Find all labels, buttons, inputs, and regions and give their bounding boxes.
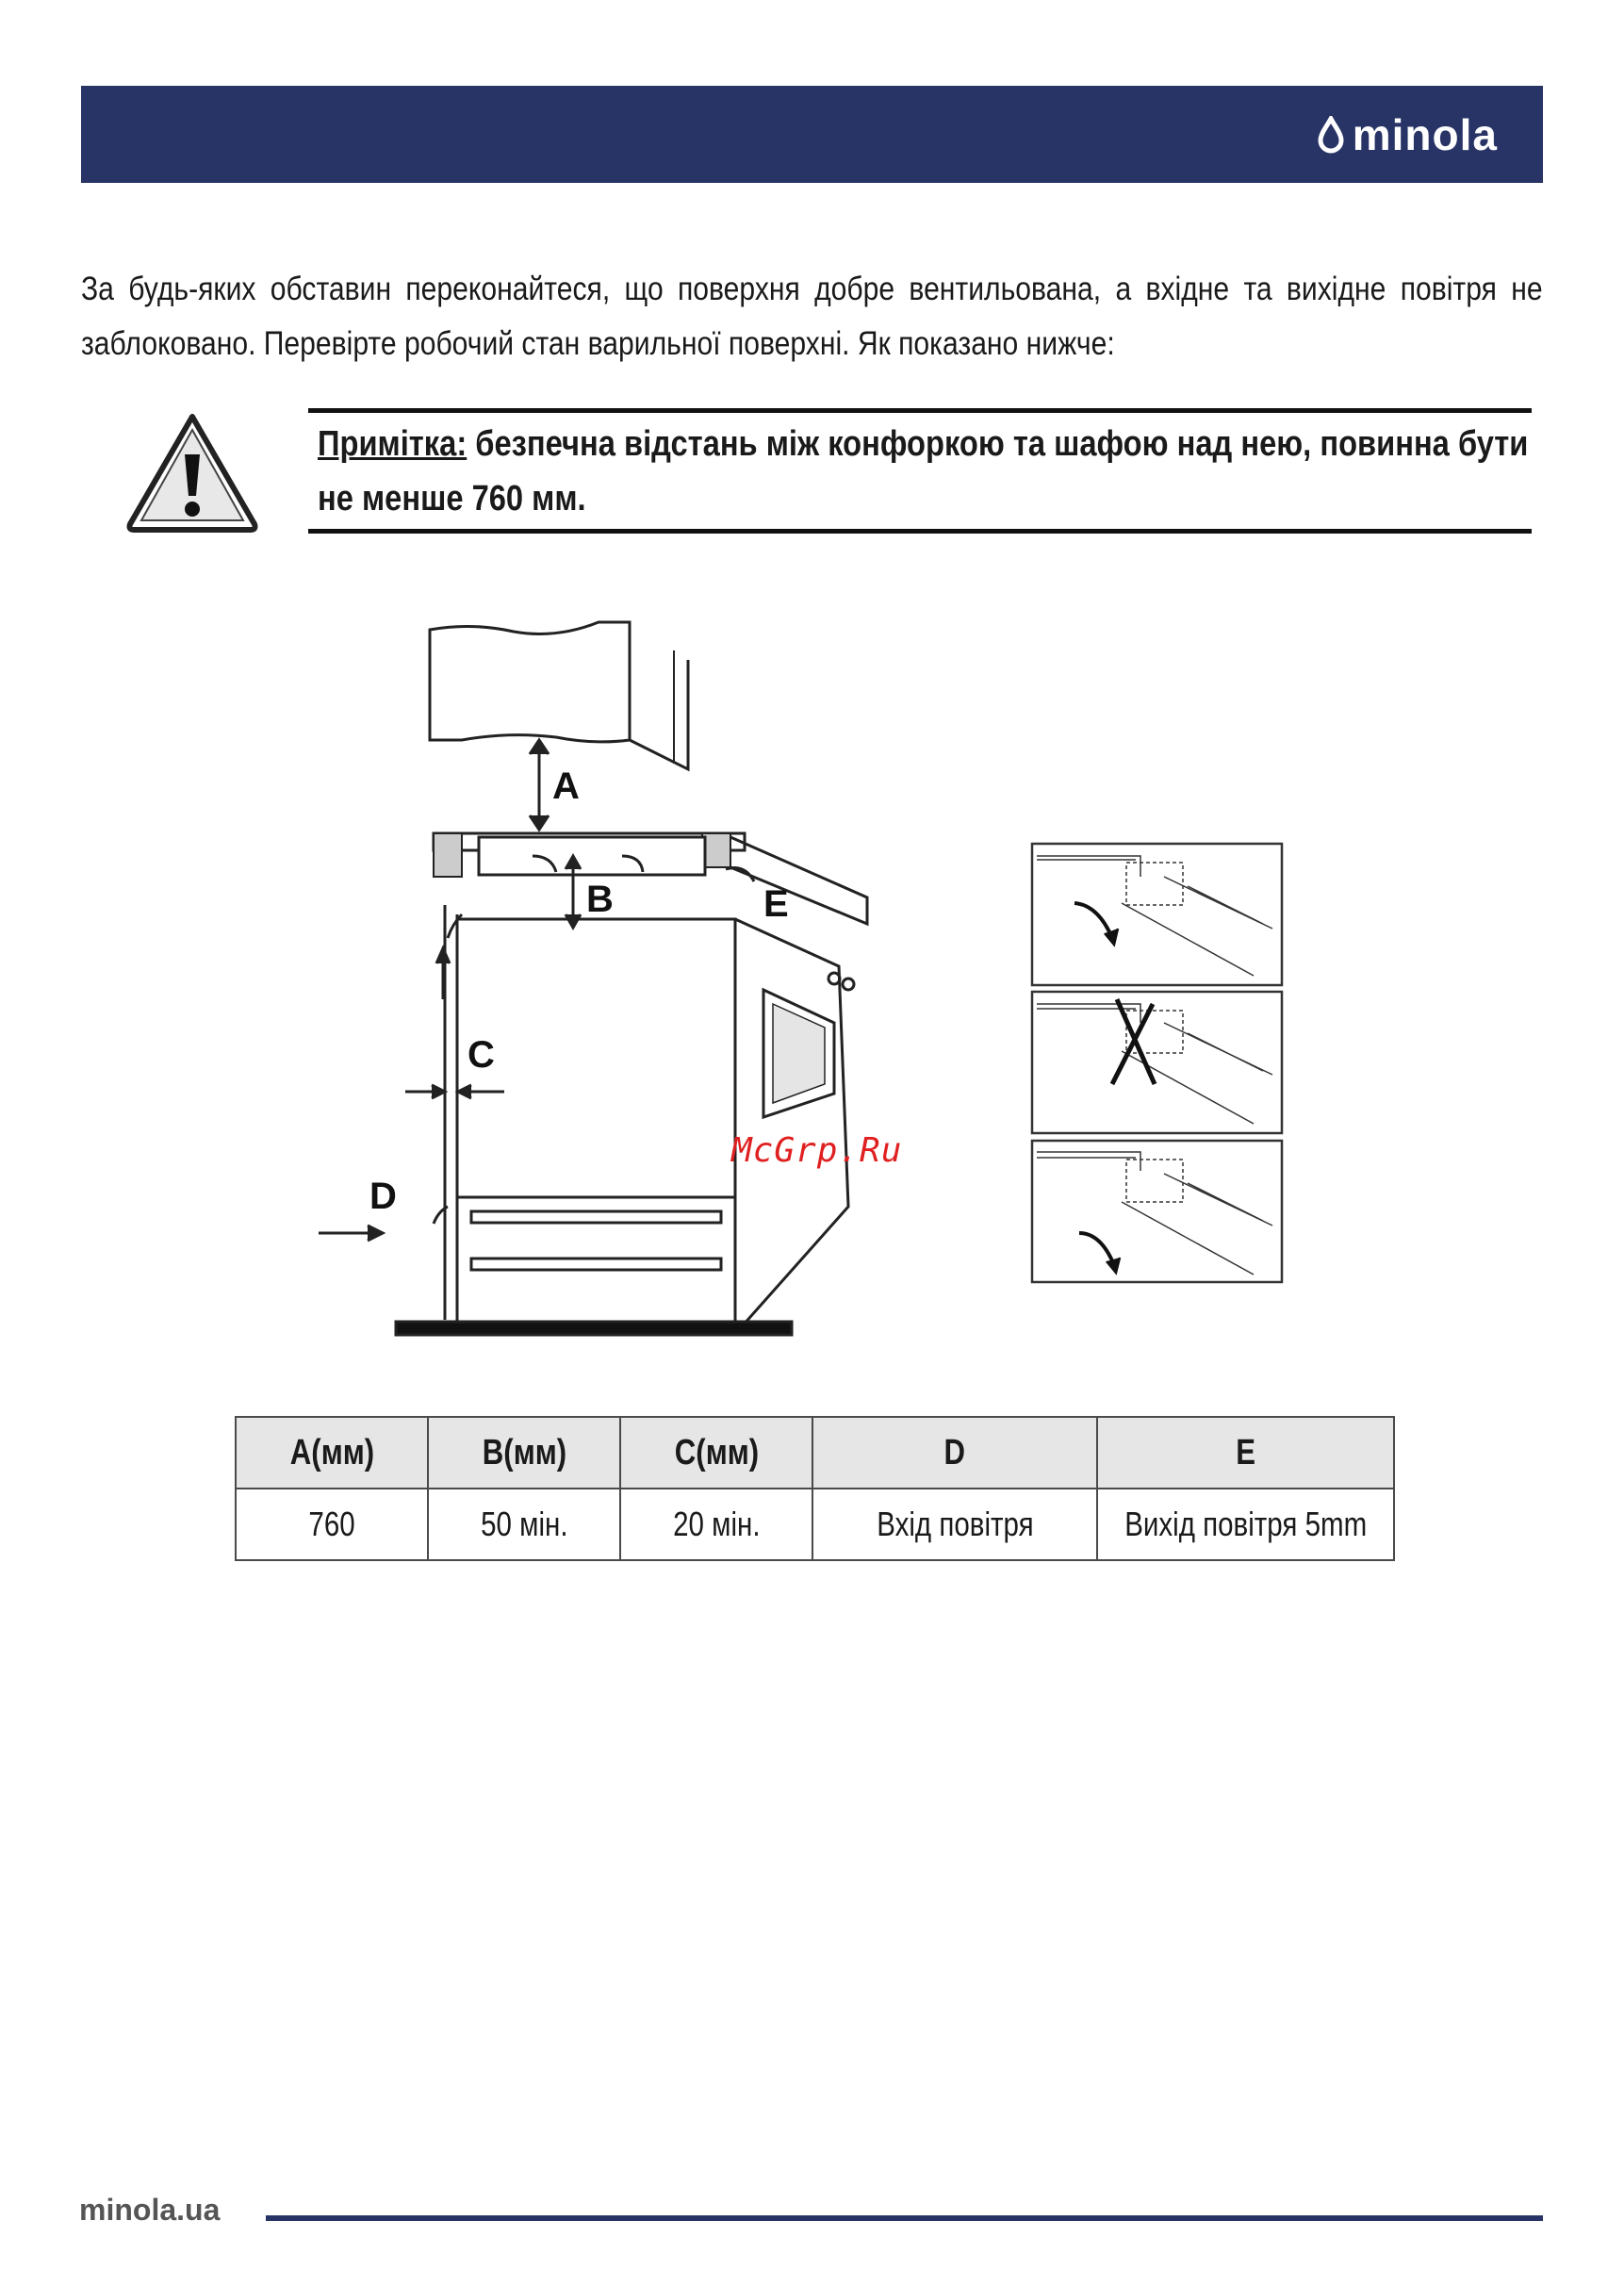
table-header-row bbox=[236, 1417, 1394, 1489]
table-cell: 20 мін. bbox=[620, 1489, 812, 1560]
diagram-label-e: E bbox=[763, 883, 789, 925]
table-header-cell: D bbox=[812, 1417, 1097, 1489]
diagram-label-b: B bbox=[586, 879, 614, 920]
footer-site-link[interactable]: minola.ua bbox=[79, 2193, 221, 2227]
drop-icon bbox=[1317, 116, 1345, 154]
table-header-cell: C(мм) bbox=[620, 1417, 812, 1489]
note-bottom-rule bbox=[308, 529, 1532, 534]
table-cell: 760 bbox=[236, 1489, 428, 1560]
diagram-label-a: A bbox=[552, 765, 580, 807]
footer-rule bbox=[266, 2215, 1543, 2221]
watermark: McGrp.Ru bbox=[731, 1131, 903, 1170]
brand-name: minola bbox=[1352, 110, 1498, 159]
diagram-label-d: D bbox=[369, 1176, 397, 1217]
table-header-cell: A(мм) bbox=[236, 1417, 428, 1489]
table-header-cell: B(мм) bbox=[428, 1417, 620, 1489]
intro-paragraph: За будь-яких обставин переконайтеся, що поверхня добре вентильована, а вхідне та вихідне повітря не заблоковано. Перевірте робочий стан варильної поверхні. Як показано нижче: bbox=[81, 271, 1543, 362]
detail-panels bbox=[1032, 844, 1282, 1282]
note-body: безпечна відстань між конфоркою та шафою над нею, повинна бути не менше 760 мм. bbox=[318, 424, 1529, 518]
clearance-table bbox=[235, 1416, 1395, 1561]
note-top-rule bbox=[308, 408, 1532, 413]
table-cell: Вихід повітря 5mm bbox=[1097, 1489, 1394, 1560]
table-cell: 50 мін. bbox=[428, 1489, 620, 1560]
table-row bbox=[236, 1489, 1394, 1560]
note-label: Примітка: bbox=[318, 424, 468, 464]
installation-diagram bbox=[311, 603, 1287, 1339]
table-cell: Вхід повітря bbox=[812, 1489, 1097, 1560]
table-header-cell: E bbox=[1097, 1417, 1394, 1489]
note-text bbox=[318, 417, 1534, 526]
brand-logo bbox=[1317, 107, 1498, 163]
warning-triangle-icon bbox=[123, 409, 262, 535]
diagram-label-c: C bbox=[468, 1034, 495, 1076]
header-bar bbox=[81, 86, 1543, 183]
